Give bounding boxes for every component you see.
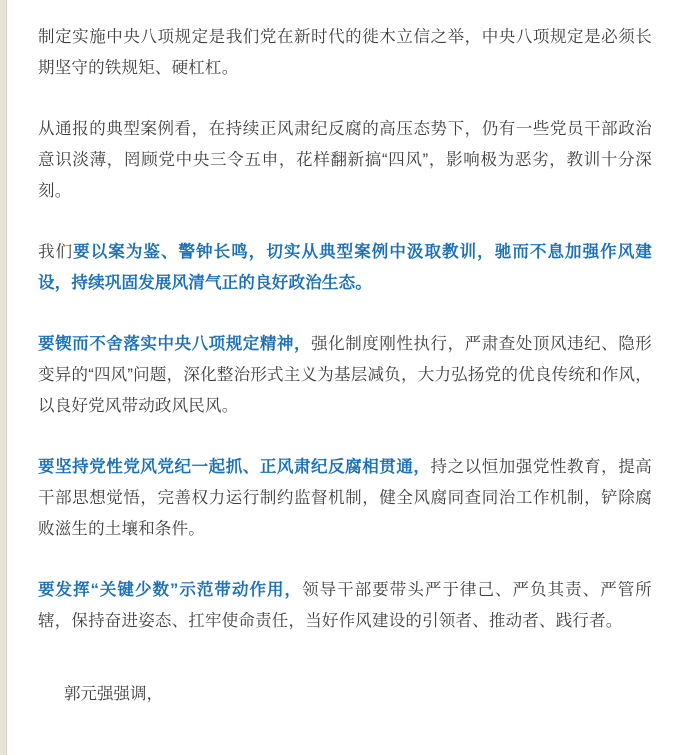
paragraph-2-run-1: 从通报的典型案例看，在持续正风肃纪反腐的高压态势下，仍有一些党员干部政治意识淡薄，罔顾党中央三令五申，花样翻新搞“四风”，影响极为恶劣，教训十分深刻。	[38, 120, 652, 200]
paragraph-6-highlight: 要发挥“关键少数”示范带动作用，	[38, 581, 303, 599]
page-left-margin-line	[6, 0, 7, 755]
paragraph-3-run-1: 我们	[38, 243, 74, 261]
paragraph-5	[38, 452, 652, 545]
paragraph-1	[38, 22, 652, 84]
paragraph-6-run-2: 领导干部要带头严于律己、严负其责、严管所辖，保持奋进姿态、扛牢使命责任，当好作风建设的引领者、推动者、践行者。	[38, 581, 652, 630]
paragraph-6	[38, 575, 652, 637]
paragraph-5-run-2: 持之以恒加强党性教育，提高干部思想觉悟，完善权力运行制约监督机制，健全风腐同查同治工作机制，铲除腐败滋生的土壤和条件。	[38, 458, 652, 538]
closing-line: 郭元强强调，	[64, 685, 163, 703]
paragraph-3-highlight: 要以案为鉴、警钟长鸣，切实从典型案例中汲取教训，驰而不息加强作风建设，持续巩固发展风清气正的良好政治生态。	[38, 243, 652, 292]
paragraph-3	[38, 237, 652, 299]
document-body	[38, 22, 652, 727]
paragraph-4	[38, 329, 652, 422]
paragraph-4-run-2: 强化制度刚性执行，严肃查处顶风违纪、隐形变异的“四风”问题，深化整治形式主义为基层减负，大力弘扬党的优良传统和作风，以良好党风带动政风民风。	[38, 335, 653, 415]
paragraph-4-highlight: 要锲而不舍落实中央八项规定精神，	[38, 335, 312, 353]
paragraph-2	[38, 114, 652, 207]
paragraph-5-highlight: 要坚持党性党风党纪一起抓、正风肃纪反腐相贯通，	[38, 458, 431, 476]
paragraph-1-run-1: 制定实施中央八项规定是我们党在新时代的徙木立信之举，中央八项规定是必须长期坚守的铁规矩、硬杠杠。	[38, 28, 652, 77]
